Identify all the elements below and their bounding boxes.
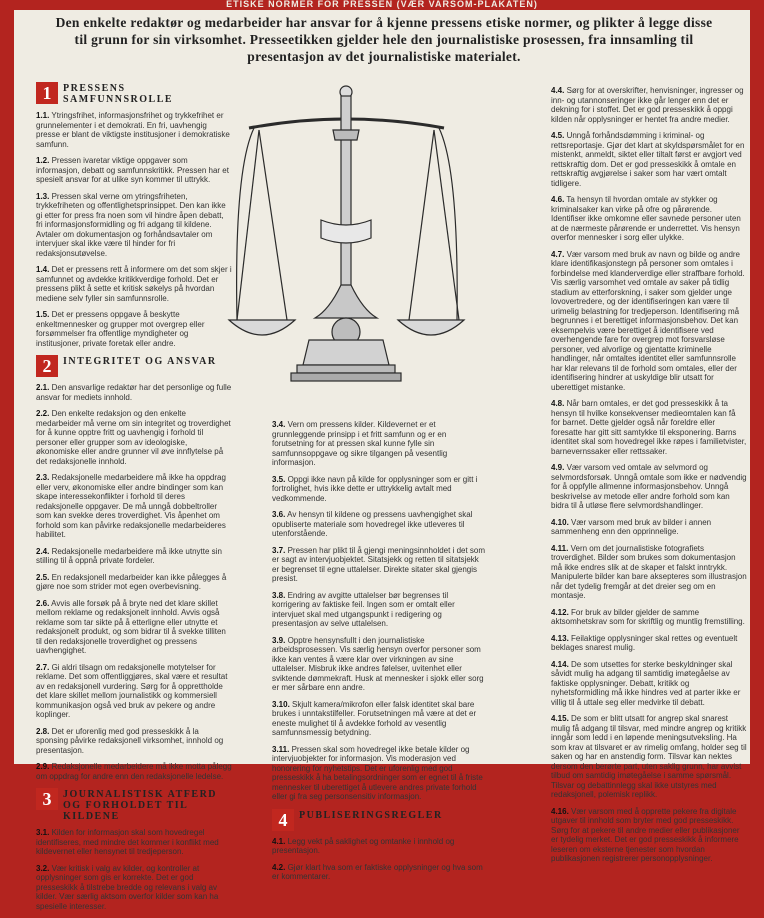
section-title: JOURNALISTISK ATFERD OG FORHOLDET TIL KILDENE <box>63 789 218 822</box>
list-item <box>551 660 747 708</box>
list-item <box>551 807 747 864</box>
item-text: Pressen skal som hovedregel ikke betale kilder og intervjuobjekter for informasjon. Vis moderasjon ved honorering for nyhetstips. Det er uforenlig med god presseskikk å ha betalingsordninger som er egnet til å friste mennesker til uberettiget å utlevere andres private forhold eller gi fra seg personsensitiv informasjon. <box>272 744 483 801</box>
section-heading <box>36 355 232 377</box>
item-text: Gjør klart hva som er faktiske opplysninger og hva som er kommentarer. <box>272 862 483 881</box>
list-item <box>551 250 747 393</box>
item-number: 1.5. <box>36 310 50 319</box>
item-number: 4.14. <box>551 659 569 669</box>
item-text: Det er pressens oppgave å beskytte enkeltmennesker og grupper mot overgrep eller forsømmelser fra offentlige myndigheter og institusjoner, private foretak eller andre. <box>36 310 205 348</box>
list-item <box>272 591 487 629</box>
list-item <box>551 463 747 511</box>
item-text: Vær kritisk i valg av kilder, og kontroller at opplysninger som gis er korrekte. Det er god presseskikk å tilstrebe bredde og relevans i valg av kilder. Vær særlig aktsom overfor kilder som kan ha spesielle interesser. <box>36 863 219 911</box>
item-text: Oppgi ikke navn på kilde for opplysninger som er gitt i fortrolighet, hvis ikke dette er uttrykkelig avtalt med vedkommende. <box>272 474 478 503</box>
item-number: 4.12. <box>551 607 569 617</box>
item-text: Det er uforenlig med god presseskikk å la sponsing påvirke redaksjonell virksomhet, innhold og presentasjon. <box>36 726 224 755</box>
item-text: Ta hensyn til hvordan omtale av stykker og kriminalsaker kan virke på ofre og pårørende. Identifiser ikke omkomne eller savnede personer uten at de nærmeste pårørende er underrettet. Vis hensyn overfor mennesker i sorg eller ulykke. <box>551 195 741 242</box>
scale-of-justice-icon <box>229 70 464 400</box>
item-number: 3.10. <box>272 699 290 709</box>
item-text: De som er blitt utsatt for angrep skal snarest mulig få adgang til tilsvar, med mindre angrep og kritikk inngår som ledd i en løpende meningsutveksling. Ha som krav at tilsvaret er av rimelig omfang, holder seg til saken og har en anstendig form. Tilsvar kan nektes dersom den berørte part, uten saklig grunn, har avvist tilbud om samtidig imøtegåelse i samme spørsmål. Tilsvar og debattinnlegg skal ikke utstyres med redaksjonell, polemisk replikk. <box>551 714 747 799</box>
list-item <box>36 409 232 466</box>
list-item <box>551 86 747 124</box>
list-item <box>272 636 487 693</box>
list-item <box>272 837 487 856</box>
item-text: Ytringsfrihet, informasjonsfrihet og trykkefrihet er grunnelementer i et demokrati. En fri, uavhengig presse er blant de viktigste institusjoner i demokratiske samfunn. <box>36 111 230 149</box>
list-item <box>36 383 232 402</box>
middle-column <box>272 420 487 889</box>
list-item <box>36 310 232 348</box>
section-title: PRESSENS SAMFUNNSROLLE <box>63 83 174 105</box>
item-number: 3.6. <box>272 510 286 519</box>
item-number: 4.5. <box>551 131 565 140</box>
list-item <box>36 265 232 303</box>
item-number: 1.2. <box>36 156 50 165</box>
list-item <box>36 192 232 259</box>
list-item <box>272 745 487 802</box>
item-number: 3.5. <box>272 474 286 484</box>
intro-text: Den enkelte redaktør og medarbeider har ansvar for å kjenne pressens etiske normer, og plikter å legge disse til grunn for sin virksomhet. Presseetikken gjelder hele den journalistiske prosessen, fra innsamling til presentasjon av det journalistiske materialet. <box>55 15 713 64</box>
item-number: 2.2. <box>36 409 50 418</box>
item-text: For bruk av bilder gjelder de samme aktsomhetskrav som for skriftlig og muntlig fremstilling. <box>551 607 745 626</box>
item-text: Det er pressens rett å informere om det som skjer i samfunnet og avdekke kritikkverdige forhold. Det er pressens plikt å sette et kritisk søkelys på hvordan mediene selv fyller sin samfunnsrolle. <box>36 265 232 303</box>
item-number: 4.11. <box>551 543 569 553</box>
item-text: Når barn omtales, er det god presseskikk å ta hensyn til hvilke konsekvenser medieomtalen kan få for barnet. Dette gjelder også når foreldre eller foresatte har gitt sitt samtykke til eksponering. Barns identitet skal som hovedregel ikke røpes i familietvister, barnevernssaker eller rettssaker. <box>551 399 747 456</box>
item-number: 2.4. <box>36 546 50 556</box>
item-text: Vær varsom med å opprette pekere fra digitale utgaver til innhold som bryter med god presseskikk. Sørg for at pekere til andre medier eller publikasjoner er tydelig merket. Det er god presseskikk å informere leseren om eksterne tjenester som hvordan publikasjonen registrerer personopplysninger. <box>551 806 740 863</box>
item-text: Vær varsom med bruk av bilder i annen sammenheng enn den opprinnelige. <box>551 517 712 536</box>
item-number: 4.1. <box>272 836 286 846</box>
item-text: Avvis alle forsøk på å bryte ned det klare skillet mellom reklame og redaksjonelt innhold. Avvis også reklame som tar sikte på å etterligne eller utnytte et redaksjonelt produkt, og som bidrar til å svekke tilliten til den redaksjonelle troverdighet og pressens uavhengighet. <box>36 598 226 655</box>
list-item <box>36 828 232 857</box>
item-text: Sørg for at overskrifter, henvisninger, ingresser og inn- og utannonseringer ikke går lenger enn det er dekning for i stoffet. Det er god presseskikk å oppgi kilden når opplysninger er hentet fra andre medier. <box>551 86 744 124</box>
list-item <box>36 573 232 592</box>
item-number: 4.4. <box>551 86 565 95</box>
item-number: 3.7. <box>272 545 286 555</box>
item-text: Den ansvarlige redaktør har det personlige og fulle ansvar for mediets innhold. <box>36 383 232 402</box>
item-text: Vær varsom med bruk av navn og bilde og andre klare identifikasjonstegn på personer som omtales i forbindelse med klanderverdige eller straffbare forhold. Vis særlig varsomhet ved omtale av saker på tidlig stadium av etterforskning, i saker som gjelder unge lovovertredere, og der identifiseringen kan være til urimelig belastning for tredjeperson. Identifisering må begrunnes i et berettiget informasjonsbehov. Det kan eksempelvis være berettiget å identifisere ved overhengende fare for overgrep mot forsvarsløse personer, ved alvorlige og gjentatte kriminelle handlinger, når omtaltes identitet eller samfunnsrolle har klar relevans til de forhold som omtales, eller der identifisering hindrer at uskyldige blir utsatt for uberettiget mistanke. <box>551 249 745 392</box>
item-text: De som utsettes for sterke beskyldninger skal såvidt mulig ha adgang til samtidig imøtegåelse av faktiske opplysninger. Debatt, kritikk og nyhetsformidling må ikke hindres ved at parter ikke er villig til å uttale seg eller medvirke til debatt. <box>551 659 741 707</box>
item-number: 3.11. <box>272 744 290 754</box>
section-title: INTEGRITET OG ANSVAR <box>63 356 217 367</box>
item-number: 3.4. <box>272 420 286 429</box>
item-text: Skjult kamera/mikrofon eller falsk identitet skal bare brukes i unntakstilfeller. Forutsetningen må være at det er eneste mulighet til å avdekke forhold av vesentlig samfunnsmessig betydning. <box>272 699 477 737</box>
item-number: 2.7. <box>36 662 50 672</box>
list-item <box>551 399 747 456</box>
item-number: 4.7. <box>551 249 565 259</box>
item-text: Den enkelte redaksjon og den enkelte medarbeider må verne om sin integritet og troverdighet for å kunne opptre fritt og uavhengig i forhold til personer eller grupper som av ideologiske, økonomiske eller andre grunner vil øve innflytelse på det redaksjonelle innhold. <box>36 409 231 466</box>
list-item <box>551 195 747 243</box>
item-number: 2.3. <box>36 473 50 482</box>
item-number: 2.9. <box>36 762 50 771</box>
item-number: 1.4. <box>36 265 50 274</box>
list-item <box>272 420 487 468</box>
item-text: Redaksjonelle medarbeidere må ikke motta pålegg om oppdrag for andre enn den redaksjonelle ledelse. <box>36 762 232 781</box>
item-number: 2.5. <box>36 572 50 582</box>
item-number: 1.3. <box>36 191 50 201</box>
item-text: Gi aldri tilsagn om redaksjonelle motytelser for reklame. Det som offentliggjøres, skal være et resultat av en redaksjonell vurdering. Sørg for å opprettholde det klare skillet mellom journalistikk og kommersiell kommunikasjon også ved bruk av pekere og andre koplinger. <box>36 662 228 719</box>
list-item <box>551 544 747 601</box>
section-title: PUBLISERINGSREGLER <box>299 809 443 821</box>
item-text: Redaksjonelle medarbeidere må ikke ha oppdrag eller verv, økonomiske eller andre bindinger som kan skape interessekonflikter i forhold til deres redaksjonelle oppgaver. De må unngå dobbeltroller som kan svekke deres troverdighet. Vis åpenhet om forhold som kan påvirke redaksjonelle medarbeideres habilitet. <box>36 473 226 539</box>
left-column <box>36 82 232 918</box>
list-item <box>36 864 232 912</box>
item-text: Kilden for informasjon skal som hovedregel identifiseres, med mindre det kommer i konflikt med kildevernet eller hensynet til tredjeperson. <box>36 828 219 856</box>
item-number: 4.8. <box>551 399 565 408</box>
item-text: Vern om det journalistiske fotografiets troverdighet. Bilder som brukes som dokumentasjon må ikke endres slik at de skaper et falskt inntrykk. Manipulerte bilder kan bare aksepteres som illustrasjon når det tydelig fremgår at det dreier seg om en montasje. <box>551 543 747 600</box>
list-item <box>36 663 232 720</box>
list-item <box>36 599 232 656</box>
item-number: 4.13. <box>551 633 569 643</box>
list-item <box>551 714 747 800</box>
section-heading <box>36 82 232 105</box>
poster <box>14 0 750 911</box>
section-heading <box>36 788 232 822</box>
item-number: 3.8. <box>272 590 286 600</box>
list-item <box>551 634 747 653</box>
item-text: Pressen har plikt til å gjengi meningsinnholdet i det som er sagt av intervjuobjektet. Sitatsjekk og retten til sitatsjekk er begrenset til egne uttalelser. Direkte sitater skal gjengis presist. <box>272 545 486 583</box>
item-number: 1.1. <box>36 111 50 120</box>
item-text: Redaksjonelle medarbeidere må ikke utnytte sin stilling til å oppnå private fordeler. <box>36 546 222 565</box>
item-number: 3.1. <box>36 828 50 837</box>
item-text: En redaksjonell medarbeider kan ikke pålegges å gjøre noe som strider mot egen overbevisning. <box>36 572 227 591</box>
item-number: 2.1. <box>36 383 50 392</box>
top-band: ETISKE NORMER FOR PRESSEN (VÆR VARSOM-PLAKATEN) <box>14 0 750 10</box>
section-heading <box>272 809 487 831</box>
list-item <box>36 727 232 756</box>
list-item <box>272 475 487 504</box>
item-number: 4.9. <box>551 463 565 472</box>
list-item <box>551 518 747 537</box>
section-number: 1 <box>36 82 58 104</box>
item-number: 4.16. <box>551 806 569 816</box>
item-text: Pressen skal verne om ytringsfriheten, trykkefriheten og offentlighetsprinsippet. Den kan ikke gi etter for press fra noen som vil hindre åpen debatt, fri informasjonsformidling og fri adgang til kildene. Avtaler om dokumentasjon og forhåndsavtaler om intervjuer skal ikke være til hinder for fri redaksjonsutøvelse. <box>36 191 226 258</box>
item-text: Endring av avgitte uttalelser bør begrenses til korrigering av faktiske feil. Ingen som er omtalt eller intervjuet skal med utgangspunkt i redigering og presentasjon av selve uttalelsen. <box>272 590 455 628</box>
item-number: 2.6. <box>36 598 50 608</box>
item-number: 4.10. <box>551 517 569 527</box>
item-number: 3.2. <box>36 863 50 873</box>
section-number: 3 <box>36 788 58 810</box>
list-item <box>36 473 232 540</box>
item-number: 4.15. <box>551 714 569 723</box>
list-item <box>272 863 487 882</box>
list-item <box>36 156 232 185</box>
list-item <box>272 546 487 584</box>
item-text: Pressen ivaretar viktige oppgaver som informasjon, debatt og samfunnskritikk. Pressen har et spesielt ansvar for at ulike syn kommer til uttrykk. <box>36 156 229 184</box>
item-text: Feilaktige opplysninger skal rettes og eventuelt beklages snarest mulig. <box>551 633 738 652</box>
list-item <box>272 510 487 539</box>
right-column <box>551 86 747 871</box>
list-item <box>551 131 747 188</box>
item-text: Opptre hensynsfullt i den journalistiske arbeidsprosessen. Vis særlig hensyn overfor personer som ikke kan ventes å være klar over virkningen av sine uttalelser. Misbruk ikke andres følelser, uvitenhet eller sviktende dømmekraft. Husk at mennesker i sjokk eller sorg er mer sårbare enn andre. <box>272 635 484 692</box>
item-number: 4.2. <box>272 862 286 872</box>
list-item <box>36 762 232 781</box>
list-item <box>36 111 232 149</box>
section-number: 2 <box>36 355 58 377</box>
item-number: 4.6. <box>551 195 565 204</box>
item-number: 3.9. <box>272 635 286 645</box>
list-item <box>36 547 232 566</box>
list-item <box>551 608 747 627</box>
item-text: Av hensyn til kildene og pressens uavhengighet skal opubliserte materiale som hovedregel ikke utleveres til utenforstående. <box>272 510 473 538</box>
section-number: 4 <box>272 809 294 831</box>
item-text: Unngå forhåndsdømming i kriminal- og rettsreportasje. Gjør det klart at skyldspørsmålet for en mistenkt, anmeldt, siktet eller tiltalt først er avgjort ved rettskraftig dom. Det er god presseskikk å omtale en rettskraftig avgjørelse i saker som har vært omtalt tidligere. <box>551 131 745 188</box>
item-text: Vern om pressens kilder. Kildevernet er et grunnleggende prinsipp i et fritt samfunn og er en forutsetning for at pressen skal kunne fylle sin samfunnsoppgave og sikre tilgangen på vesentlig informasjon. <box>272 420 448 467</box>
item-number: 2.8. <box>36 726 50 736</box>
item-text: Legg vekt på saklighet og omtanke i innhold og presentasjon. <box>272 836 455 855</box>
item-text: Vær varsom ved omtale av selvmord og selvmordsforsøk. Unngå omtale som ikke er nødvendig for å oppfylle allmenne informasjonsbehov. Unngå beskrivelse av metode eller andre forhold som kan bidra til å utløse flere selvmordshandlinger. <box>551 463 747 510</box>
list-item <box>272 700 487 738</box>
